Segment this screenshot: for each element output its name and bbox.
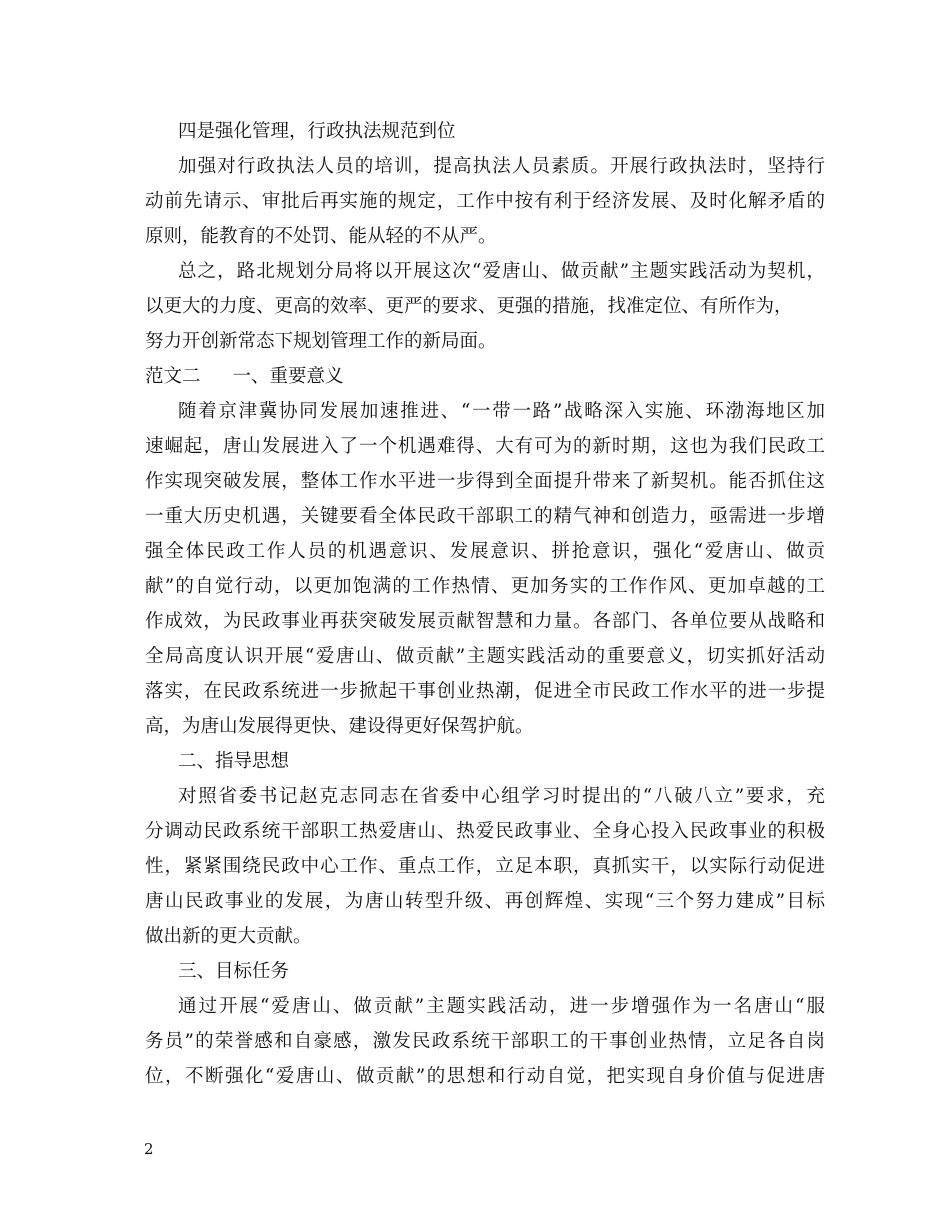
section-heading: 四是强化管理，行政执法规范到位 bbox=[178, 121, 456, 142]
paragraph-line: 一重大历史机遇，关键要看全体民政干部职工的精气神和创造力，亟需进一步增 bbox=[145, 506, 825, 527]
paragraph-line: 位，不断强化“爱唐山、做贡献”的思想和行动自觉，把实现自身价值与促进唐 bbox=[145, 1066, 825, 1087]
page-number: 2 bbox=[144, 1140, 154, 1158]
paragraph-line: 落实，在民政系统进一步掀起干事创业热潮，促进全市民政工作水平的进一步提 bbox=[145, 681, 825, 702]
sample-label: 范文二 bbox=[145, 366, 201, 387]
section-heading: 二、指导思想 bbox=[178, 751, 290, 772]
paragraph-line: 务员”的荣誉感和自豪感，激发民政系统干部职工的干事创业热情，立足各自岗 bbox=[145, 1031, 825, 1052]
paragraph-line: 全局高度认识开展“爱唐山、做贡献”主题实践活动的重要意义，切实抓好活动 bbox=[145, 646, 825, 667]
paragraph-line: 作成效，为民政事业再获突破发展贡献智慧和力量。各部门、各单位要从战略和 bbox=[145, 611, 825, 632]
sample-heading-line bbox=[145, 359, 825, 394]
paragraph-line: 高，为唐山发展得更快、建设得更好保驾护航。 bbox=[145, 716, 534, 737]
paragraph-line: 做出新的更大贡献。 bbox=[145, 926, 312, 947]
paragraph-line: 努力开创新常态下规划管理工作的新局面。 bbox=[145, 331, 497, 352]
document-body bbox=[145, 114, 825, 1094]
paragraph-line: 对照省委书记赵克志同志在省委中心组学习时提出的“八破八立”要求，充 bbox=[178, 786, 825, 807]
paragraph-line: 强全体民政工作人员的机遇意识、发展意识、拼抢意识，强化“爱唐山、做贡 bbox=[145, 541, 825, 562]
paragraph-line: 总之，路北规划分局将以开展这次“爱唐山、做贡献”主题实践活动为契机， bbox=[178, 261, 825, 282]
paragraph-line: 性，紧紧围绕民政中心工作、重点工作，立足本职，真抓实干，以实际行动促进 bbox=[145, 856, 825, 877]
section-heading: 一、重要意义 bbox=[232, 366, 344, 387]
paragraph-line: 动前先请示、审批后再实施的规定，工作中按有利于经济发展、及时化解矛盾的 bbox=[145, 191, 825, 212]
paragraph-line: 原则，能教育的不处罚、能从轻的不从严。 bbox=[145, 226, 497, 247]
paragraph-line: 速崛起，唐山发展进入了一个机遇难得、大有可为的新时期，这也为我们民政工 bbox=[145, 436, 825, 457]
paragraph-line: 随着京津冀协同发展加速推进、“一带一路”战略深入实施、环渤海地区加 bbox=[178, 401, 825, 422]
paragraph-line: 献”的自觉行动，以更加饱满的工作热情、更加务实的工作作风、更加卓越的工 bbox=[145, 576, 825, 597]
paragraph-line: 加强对行政执法人员的培训，提高执法人员素质。开展行政执法时，坚持行 bbox=[178, 156, 825, 177]
paragraph-line: 通过开展“爱唐山、做贡献”主题实践活动，进一步增强作为一名唐山“服 bbox=[178, 996, 825, 1017]
paragraph-line: 分调动民政系统干部职工热爱唐山、热爱民政事业、全身心投入民政事业的积极 bbox=[145, 821, 825, 842]
paragraph-line: 唐山民政事业的发展，为唐山转型升级、再创辉煌、实现“三个努力建成”目标 bbox=[145, 891, 825, 912]
section-heading: 三、目标任务 bbox=[178, 961, 290, 982]
paragraph-line: 作实现突破发展，整体工作水平进一步得到全面提升带来了新契机。能否抓住这 bbox=[145, 471, 825, 492]
paragraph-line: 以更大的力度、更高的效率、更严的要求、更强的措施，找准定位、有所作为， bbox=[145, 296, 793, 317]
